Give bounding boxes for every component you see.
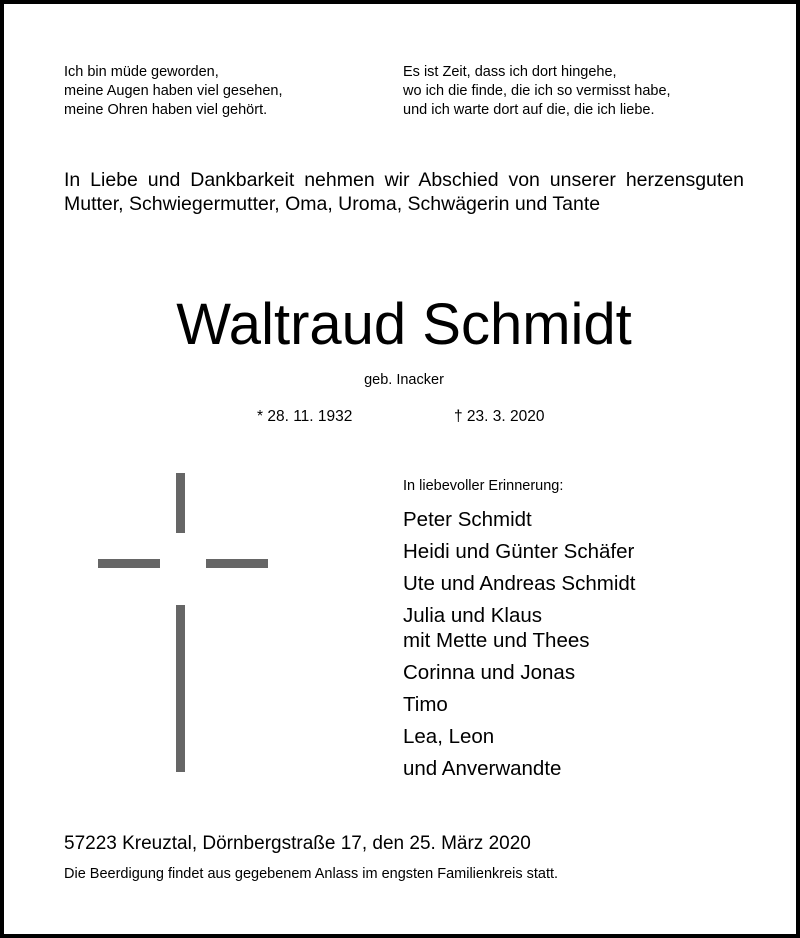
death-date: † 23. 3. 2020 — [454, 408, 545, 425]
intro-text: In Liebe und Dankbarkeit nehmen wir Abschied von unserer herzensguten Mutter, Schwiegermutter, Oma, Uroma, Schwägerin und Tante — [64, 169, 744, 215]
poem-line: Ich bin müde geworden, — [64, 64, 219, 80]
funeral-notice: Die Beerdigung findet aus gegebenem Anlass im engsten Familienkreis statt. — [64, 866, 559, 882]
mourner-entry: Julia und Klaus mit Mette und Thees — [403, 604, 590, 652]
poem-line: meine Augen haben viel gesehen, — [64, 83, 283, 99]
cross-bar-left — [98, 559, 160, 568]
mourner-entry: Timo — [403, 693, 448, 716]
poem-line: Es ist Zeit, dass ich dort hingehe, — [403, 64, 617, 80]
mourners-list — [403, 507, 635, 788]
poem-line: und ich warte dort auf die, die ich liebe. — [403, 102, 655, 118]
mourner-entry: Corinna und Jonas — [403, 661, 576, 684]
mourner-entry: Peter Schmidt — [403, 508, 532, 531]
cross-bar-right — [206, 559, 268, 568]
mourner-entry: und Anverwandte — [403, 757, 562, 780]
poem-line: wo ich die finde, die ich so vermisst habe, — [403, 83, 671, 99]
mourner-entry: Ute und Andreas Schmidt — [403, 572, 636, 595]
deceased-name: Waltraud Schmidt — [176, 292, 632, 357]
poem-right — [403, 63, 671, 120]
memory-label: In liebevoller Erinnerung: — [403, 478, 564, 494]
mourner-entry: Heidi und Günter Schäfer — [403, 540, 635, 563]
poem-line: meine Ohren haben viel gehört. — [64, 102, 268, 118]
poem-left — [64, 63, 282, 120]
maiden-name: geb. Inacker — [364, 372, 444, 388]
cross-bar-bottom — [176, 605, 185, 772]
address-line: 57223 Kreuztal, Dörnbergstraße 17, den 25. März 2020 — [64, 833, 531, 854]
cross-bar-top — [176, 473, 185, 533]
mourner-entry: Lea, Leon — [403, 725, 495, 748]
birth-date: * 28. 11. 1932 — [257, 408, 353, 425]
